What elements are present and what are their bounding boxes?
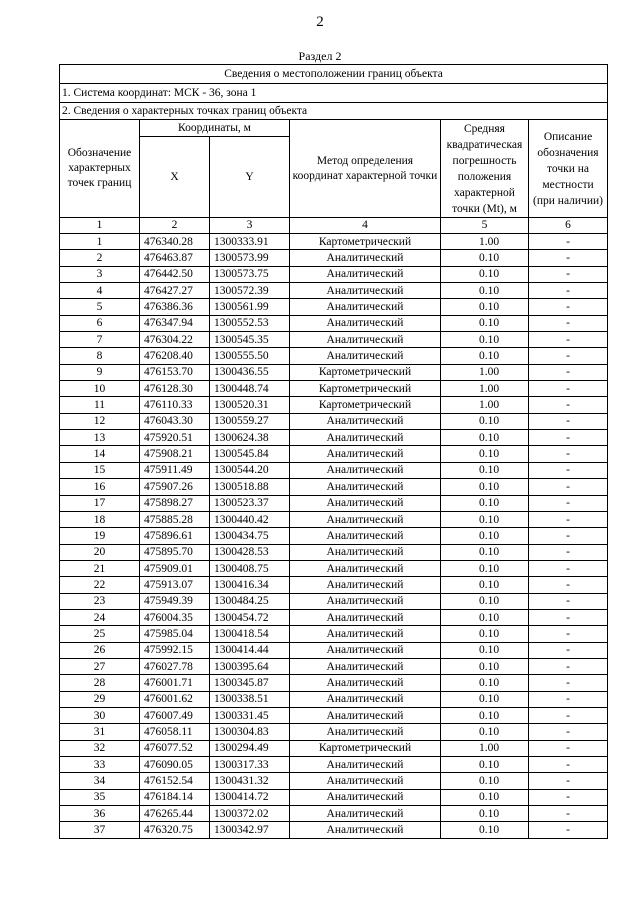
coordinate-y: 1300559.27 <box>210 413 290 429</box>
accuracy-cell: 1.00 <box>441 740 529 756</box>
table-row <box>60 675 608 691</box>
accuracy-cell: 0.10 <box>441 479 529 495</box>
method-cell: Аналитический <box>290 299 441 315</box>
point-number: 11 <box>60 397 140 413</box>
method-cell: Аналитический <box>290 724 441 740</box>
coordinate-x: 476004.35 <box>140 609 210 625</box>
header-x: X <box>140 137 210 218</box>
method-cell: Аналитический <box>290 609 441 625</box>
point-number: 15 <box>60 462 140 478</box>
point-number: 4 <box>60 283 140 299</box>
header-accuracy: Средняя квадратическая погрешность положения характерной точки (Mt), м <box>441 120 529 218</box>
coordinate-y: 1300428.53 <box>210 544 290 560</box>
point-number: 17 <box>60 495 140 511</box>
coordinate-x: 476304.22 <box>140 332 210 348</box>
accuracy-cell: 0.10 <box>441 528 529 544</box>
coordinate-y: 1300520.31 <box>210 397 290 413</box>
coordinate-x: 475909.01 <box>140 560 210 576</box>
description-cell: - <box>529 740 608 756</box>
accuracy-cell: 0.10 <box>441 609 529 625</box>
accuracy-cell: 0.10 <box>441 462 529 478</box>
coordinate-x: 476043.30 <box>140 413 210 429</box>
point-number: 19 <box>60 528 140 544</box>
accuracy-cell: 0.10 <box>441 430 529 446</box>
table-row <box>60 446 608 462</box>
description-cell: - <box>529 560 608 576</box>
coordinate-y: 1300545.35 <box>210 332 290 348</box>
description-cell: - <box>529 757 608 773</box>
coordinate-y: 1300434.75 <box>210 528 290 544</box>
table-row <box>60 413 608 429</box>
table-row <box>60 822 608 838</box>
method-cell: Картометрический <box>290 381 441 397</box>
method-cell: Аналитический <box>290 773 441 789</box>
coordinate-y: 1300561.99 <box>210 299 290 315</box>
column-number: 1 <box>60 218 140 234</box>
coordinate-y: 1300555.50 <box>210 348 290 364</box>
description-cell: - <box>529 773 608 789</box>
accuracy-cell: 0.10 <box>441 789 529 805</box>
description-cell: - <box>529 511 608 527</box>
method-cell: Аналитический <box>290 332 441 348</box>
method-cell: Аналитический <box>290 462 441 478</box>
coordinate-x: 476110.33 <box>140 397 210 413</box>
header-point: Обозначение характерных точек границ <box>60 120 140 218</box>
coordinate-x: 476463.87 <box>140 250 210 266</box>
coordinate-x: 475896.61 <box>140 528 210 544</box>
description-cell: - <box>529 283 608 299</box>
coordinate-x: 476153.70 <box>140 364 210 380</box>
method-cell: Аналитический <box>290 626 441 642</box>
coordinate-x: 475992.15 <box>140 642 210 658</box>
point-number: 24 <box>60 609 140 625</box>
coordinate-x: 475985.04 <box>140 626 210 642</box>
table-row <box>60 658 608 674</box>
table-row <box>60 299 608 315</box>
coordinate-y: 1300573.75 <box>210 266 290 282</box>
table-row <box>60 479 608 495</box>
method-cell: Аналитический <box>290 691 441 707</box>
point-number: 18 <box>60 511 140 527</box>
point-number: 22 <box>60 577 140 593</box>
point-number: 3 <box>60 266 140 282</box>
point-number: 14 <box>60 446 140 462</box>
accuracy-cell: 1.00 <box>441 397 529 413</box>
accuracy-cell: 0.10 <box>441 544 529 560</box>
method-cell: Аналитический <box>290 528 441 544</box>
coordinate-x: 475895.70 <box>140 544 210 560</box>
coordinate-y: 1300331.45 <box>210 707 290 723</box>
column-number: 2 <box>140 218 210 234</box>
coordinate-x: 476208.40 <box>140 348 210 364</box>
accuracy-cell: 0.10 <box>441 495 529 511</box>
description-cell: - <box>529 544 608 560</box>
coordinate-y: 1300342.97 <box>210 822 290 838</box>
method-cell: Аналитический <box>290 544 441 560</box>
point-number: 12 <box>60 413 140 429</box>
coordinate-y: 1300436.55 <box>210 364 290 380</box>
point-number: 32 <box>60 740 140 756</box>
table-row <box>60 511 608 527</box>
column-number: 3 <box>210 218 290 234</box>
accuracy-cell: 0.10 <box>441 675 529 691</box>
coordinate-x: 476184.14 <box>140 789 210 805</box>
page-number: 2 <box>316 14 324 30</box>
table-row <box>60 757 608 773</box>
coordinate-y: 1300624.38 <box>210 430 290 446</box>
description-cell: - <box>529 724 608 740</box>
method-cell: Картометрический <box>290 397 441 413</box>
coordinate-x: 475949.39 <box>140 593 210 609</box>
method-cell: Аналитический <box>290 642 441 658</box>
coordinate-y: 1300518.88 <box>210 479 290 495</box>
coordinate-y: 1300333.91 <box>210 234 290 250</box>
method-cell: Аналитический <box>290 446 441 462</box>
column-number-row <box>60 218 608 234</box>
method-cell: Аналитический <box>290 577 441 593</box>
accuracy-cell: 0.10 <box>441 348 529 364</box>
column-number: 4 <box>290 218 441 234</box>
point-number: 33 <box>60 757 140 773</box>
accuracy-cell: 0.10 <box>441 577 529 593</box>
point-number: 35 <box>60 789 140 805</box>
method-cell: Аналитический <box>290 757 441 773</box>
coordinate-x: 476340.28 <box>140 234 210 250</box>
accuracy-cell: 0.10 <box>441 413 529 429</box>
point-number: 36 <box>60 806 140 822</box>
coordinate-y: 1300414.44 <box>210 642 290 658</box>
coordinate-x: 475898.27 <box>140 495 210 511</box>
method-cell: Картометрический <box>290 234 441 250</box>
method-cell: Аналитический <box>290 511 441 527</box>
point-number: 29 <box>60 691 140 707</box>
table-row <box>60 348 608 364</box>
coordinate-x: 475908.21 <box>140 446 210 462</box>
description-cell: - <box>529 266 608 282</box>
coordinate-y: 1300448.74 <box>210 381 290 397</box>
coordinate-y: 1300408.75 <box>210 560 290 576</box>
coordinate-x: 476058.11 <box>140 724 210 740</box>
accuracy-cell: 0.10 <box>441 642 529 658</box>
coordinate-x: 475911.49 <box>140 462 210 478</box>
accuracy-cell: 0.10 <box>441 626 529 642</box>
table-row <box>60 544 608 560</box>
method-cell: Картометрический <box>290 364 441 380</box>
description-cell: - <box>529 381 608 397</box>
header-coordinates: Координаты, м <box>140 120 290 137</box>
table-row <box>60 577 608 593</box>
point-number: 16 <box>60 479 140 495</box>
method-cell: Аналитический <box>290 789 441 805</box>
coordinate-y: 1300317.33 <box>210 757 290 773</box>
description-cell: - <box>529 315 608 331</box>
description-cell: - <box>529 250 608 266</box>
table-row <box>60 773 608 789</box>
table-row <box>60 691 608 707</box>
point-number: 5 <box>60 299 140 315</box>
table-row <box>60 707 608 723</box>
accuracy-cell: 0.10 <box>441 299 529 315</box>
point-number: 25 <box>60 626 140 642</box>
accuracy-cell: 1.00 <box>441 381 529 397</box>
point-number: 23 <box>60 593 140 609</box>
method-cell: Аналитический <box>290 430 441 446</box>
accuracy-cell: 0.10 <box>441 806 529 822</box>
points-heading: 2. Сведения о характерных точках границ объекта <box>60 103 608 120</box>
table-body <box>60 234 608 839</box>
description-cell: - <box>529 626 608 642</box>
description-cell: - <box>529 479 608 495</box>
description-cell: - <box>529 642 608 658</box>
coordinate-x: 476320.75 <box>140 822 210 838</box>
coordinate-x: 476152.54 <box>140 773 210 789</box>
coordinate-x: 475885.28 <box>140 511 210 527</box>
table-row <box>60 364 608 380</box>
coordinate-y: 1300484.25 <box>210 593 290 609</box>
description-cell: - <box>529 806 608 822</box>
method-cell: Аналитический <box>290 315 441 331</box>
column-number: 5 <box>441 218 529 234</box>
point-number: 21 <box>60 560 140 576</box>
coordinate-y: 1300572.39 <box>210 283 290 299</box>
method-cell: Аналитический <box>290 806 441 822</box>
table-row <box>60 266 608 282</box>
coordinate-y: 1300345.87 <box>210 675 290 691</box>
coordinate-system: 1. Система координат: МСК - 36, зона 1 <box>60 84 608 103</box>
coordinate-y: 1300545.84 <box>210 446 290 462</box>
description-cell: - <box>529 528 608 544</box>
method-cell: Аналитический <box>290 593 441 609</box>
method-cell: Аналитический <box>290 250 441 266</box>
accuracy-cell: 0.10 <box>441 315 529 331</box>
coordinate-y: 1300395.64 <box>210 658 290 674</box>
method-cell: Аналитический <box>290 413 441 429</box>
accuracy-cell: 0.10 <box>441 250 529 266</box>
coordinate-y: 1300431.32 <box>210 773 290 789</box>
coordinate-y: 1300416.34 <box>210 577 290 593</box>
point-number: 1 <box>60 234 140 250</box>
coordinate-x: 476027.78 <box>140 658 210 674</box>
method-cell: Аналитический <box>290 560 441 576</box>
coordinate-y: 1300304.83 <box>210 724 290 740</box>
table-row <box>60 495 608 511</box>
accuracy-cell: 0.10 <box>441 266 529 282</box>
method-cell: Картометрический <box>290 740 441 756</box>
table-row <box>60 381 608 397</box>
method-cell: Аналитический <box>290 348 441 364</box>
description-cell: - <box>529 413 608 429</box>
section-title: Раздел 2 <box>298 49 342 63</box>
coordinate-x: 476090.05 <box>140 757 210 773</box>
coordinate-x: 476128.30 <box>140 381 210 397</box>
method-cell: Аналитический <box>290 675 441 691</box>
accuracy-cell: 1.00 <box>441 234 529 250</box>
table-row <box>60 315 608 331</box>
point-number: 37 <box>60 822 140 838</box>
description-cell: - <box>529 462 608 478</box>
accuracy-cell: 0.10 <box>441 283 529 299</box>
table-row <box>60 462 608 478</box>
accuracy-cell: 0.10 <box>441 446 529 462</box>
accuracy-cell: 0.10 <box>441 691 529 707</box>
description-cell: - <box>529 234 608 250</box>
accuracy-cell: 0.10 <box>441 757 529 773</box>
coordinate-x: 476347.94 <box>140 315 210 331</box>
table-row <box>60 626 608 642</box>
table-row <box>60 397 608 413</box>
accuracy-cell: 0.10 <box>441 658 529 674</box>
coordinate-x: 475907.26 <box>140 479 210 495</box>
point-number: 20 <box>60 544 140 560</box>
accuracy-cell: 0.10 <box>441 511 529 527</box>
method-cell: Аналитический <box>290 495 441 511</box>
point-number: 8 <box>60 348 140 364</box>
point-number: 6 <box>60 315 140 331</box>
table-title: Сведения о местоположении границ объекта <box>60 65 608 84</box>
description-cell: - <box>529 593 608 609</box>
description-cell: - <box>529 348 608 364</box>
table-row <box>60 593 608 609</box>
coordinate-x: 476265.44 <box>140 806 210 822</box>
point-number: 10 <box>60 381 140 397</box>
method-cell: Аналитический <box>290 822 441 838</box>
coordinate-y: 1300372.02 <box>210 806 290 822</box>
table-row <box>60 642 608 658</box>
description-cell: - <box>529 822 608 838</box>
accuracy-cell: 0.10 <box>441 332 529 348</box>
point-number: 2 <box>60 250 140 266</box>
method-cell: Аналитический <box>290 707 441 723</box>
description-cell: - <box>529 675 608 691</box>
coordinate-y: 1300338.51 <box>210 691 290 707</box>
method-cell: Аналитический <box>290 479 441 495</box>
header-y: Y <box>210 137 290 218</box>
description-cell: - <box>529 299 608 315</box>
coordinate-x: 476077.52 <box>140 740 210 756</box>
coordinate-x: 475920.51 <box>140 430 210 446</box>
coordinate-y: 1300454.72 <box>210 609 290 625</box>
description-cell: - <box>529 332 608 348</box>
point-number: 7 <box>60 332 140 348</box>
description-cell: - <box>529 397 608 413</box>
coordinate-x: 476001.71 <box>140 675 210 691</box>
accuracy-cell: 0.10 <box>441 707 529 723</box>
coordinate-x: 476386.36 <box>140 299 210 315</box>
table-row <box>60 609 608 625</box>
description-cell: - <box>529 495 608 511</box>
table-row <box>60 332 608 348</box>
point-number: 26 <box>60 642 140 658</box>
coordinate-y: 1300573.99 <box>210 250 290 266</box>
table-row <box>60 740 608 756</box>
accuracy-cell: 1.00 <box>441 364 529 380</box>
description-cell: - <box>529 707 608 723</box>
coordinate-x: 475913.07 <box>140 577 210 593</box>
description-cell: - <box>529 446 608 462</box>
description-cell: - <box>529 658 608 674</box>
coordinate-y: 1300544.20 <box>210 462 290 478</box>
method-cell: Аналитический <box>290 658 441 674</box>
coordinate-y: 1300294.49 <box>210 740 290 756</box>
accuracy-cell: 0.10 <box>441 822 529 838</box>
table-row <box>60 250 608 266</box>
coordinate-y: 1300418.54 <box>210 626 290 642</box>
coordinate-x: 476442.50 <box>140 266 210 282</box>
method-cell: Аналитический <box>290 266 441 282</box>
coordinate-x: 476001.62 <box>140 691 210 707</box>
description-cell: - <box>529 364 608 380</box>
coordinate-y: 1300414.72 <box>210 789 290 805</box>
description-cell: - <box>529 430 608 446</box>
table-row <box>60 724 608 740</box>
table-row <box>60 806 608 822</box>
coordinate-y: 1300552.53 <box>210 315 290 331</box>
accuracy-cell: 0.10 <box>441 593 529 609</box>
table-row <box>60 234 608 250</box>
point-number: 9 <box>60 364 140 380</box>
table-row <box>60 789 608 805</box>
accuracy-cell: 0.10 <box>441 560 529 576</box>
point-number: 31 <box>60 724 140 740</box>
point-number: 34 <box>60 773 140 789</box>
boundary-points-table <box>59 64 608 839</box>
coordinate-x: 476427.27 <box>140 283 210 299</box>
coordinate-y: 1300523.37 <box>210 495 290 511</box>
header-method: Метод определения координат характерной точки <box>290 120 441 218</box>
header-description: Описание обозначения точки на местности (при наличии) <box>529 120 608 218</box>
method-cell: Аналитический <box>290 283 441 299</box>
point-number: 30 <box>60 707 140 723</box>
coordinate-x: 476007.49 <box>140 707 210 723</box>
point-number: 28 <box>60 675 140 691</box>
description-cell: - <box>529 577 608 593</box>
table-row <box>60 528 608 544</box>
description-cell: - <box>529 609 608 625</box>
column-number: 6 <box>529 218 608 234</box>
point-number: 27 <box>60 658 140 674</box>
table-row <box>60 283 608 299</box>
table-row <box>60 560 608 576</box>
accuracy-cell: 0.10 <box>441 773 529 789</box>
point-number: 13 <box>60 430 140 446</box>
accuracy-cell: 0.10 <box>441 724 529 740</box>
coordinate-y: 1300440.42 <box>210 511 290 527</box>
description-cell: - <box>529 789 608 805</box>
table-row <box>60 430 608 446</box>
description-cell: - <box>529 691 608 707</box>
